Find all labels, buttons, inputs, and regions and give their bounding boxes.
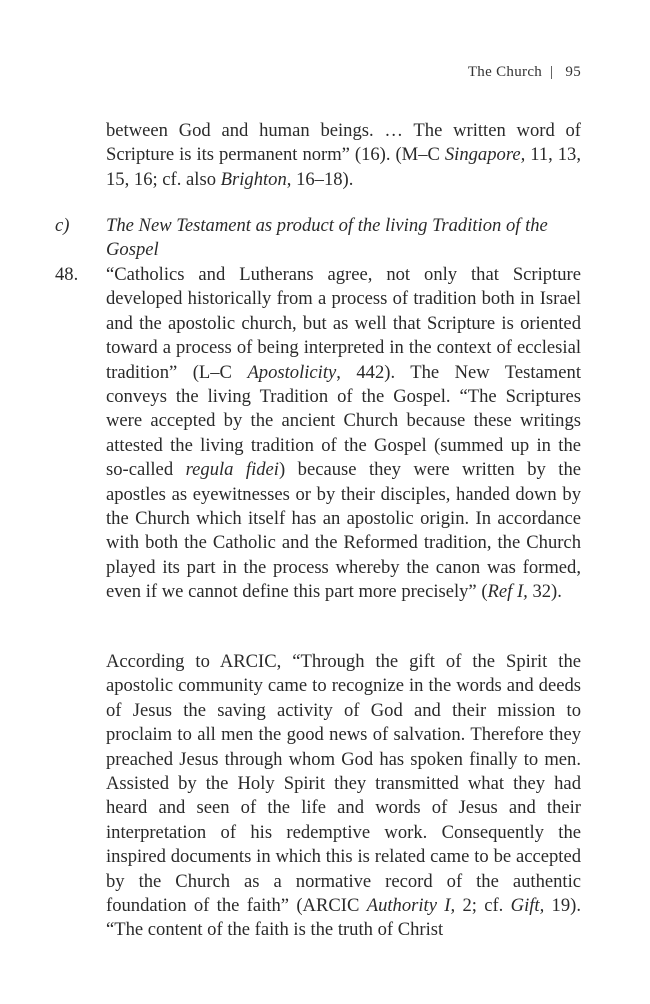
text-run: , 16–18). xyxy=(286,168,354,190)
paragraph-arcic xyxy=(106,650,581,943)
header-separator: | xyxy=(550,64,554,80)
italic-citation: Apostolicity xyxy=(247,361,337,383)
text-run: “Catholics and Lutherans agree, not only that Scripture developed historically from a process of tradition both in Israel and the apostolic church, but as well that Scripture is oriented toward a process of being interpreted in the context of ecclesial tradition” (L–C xyxy=(106,264,581,383)
section-heading: The New Testament as product of the living Tradition of the Gospel xyxy=(106,215,548,261)
paragraph-number: 48. xyxy=(55,264,79,285)
text-run: According to ARCIC, “Through the gift of the Spirit the apostolic community came to recognize in the words and deeds of Jesus the saving activity of God and their mission to proclaim to all men the good news of salvation. Therefore they preached Jesus through whom God has spoken finally to men. Assisted by the Holy Spirit they transmitted what they had heard and seen of the life and words of Jesus and their interpretation of his redemptive work. Consequently the inspired documents in which this is related came to be accepted by the Church as a normative record of the authentic foundation of the faith” (ARCIC xyxy=(106,651,581,917)
italic-citation: Ref I, xyxy=(487,581,528,603)
text-run: 19). “The content of the faith is the truth of Christ xyxy=(106,895,581,941)
text-run: , 442). The New Testament conveys the living Tradition of the Gospel. “The Scriptures were accepted by the ancient Church because these writings attested the living tradition of the Gospel (summed up in the so-called xyxy=(106,361,581,481)
text-run: 11, 13, 15, 16; cf. also xyxy=(106,144,581,190)
continued-paragraph xyxy=(106,119,581,192)
italic-citation: Singapore, xyxy=(444,144,526,166)
text-run: ) because they were written by the apostles as eyewitnesses or by their disciples, handed down by the Church which itself has an apostolic origin. In accordance with both the Catholic and the Reformed tradition, the Church played its part in the process whereby the canon was formed, even if we cannot define this part more precisely” ( xyxy=(106,459,581,603)
running-header xyxy=(468,64,581,81)
italic-citation: Brighton xyxy=(220,168,287,190)
text-run: 32). xyxy=(527,581,562,603)
page-number: 95 xyxy=(565,64,581,80)
text-run: 2; cf. xyxy=(455,895,511,917)
italic-citation: Authority I, xyxy=(366,895,456,917)
running-title: The Church xyxy=(467,64,543,80)
text-run: between God and human beings. … The written word of Scripture is its permanent norm” (16). (M–C xyxy=(106,120,581,166)
italic-citation: Gift, xyxy=(510,895,545,917)
italic-term: regula fidei xyxy=(185,459,279,481)
section-marker: c) xyxy=(55,215,70,236)
paragraph-48 xyxy=(106,263,581,605)
